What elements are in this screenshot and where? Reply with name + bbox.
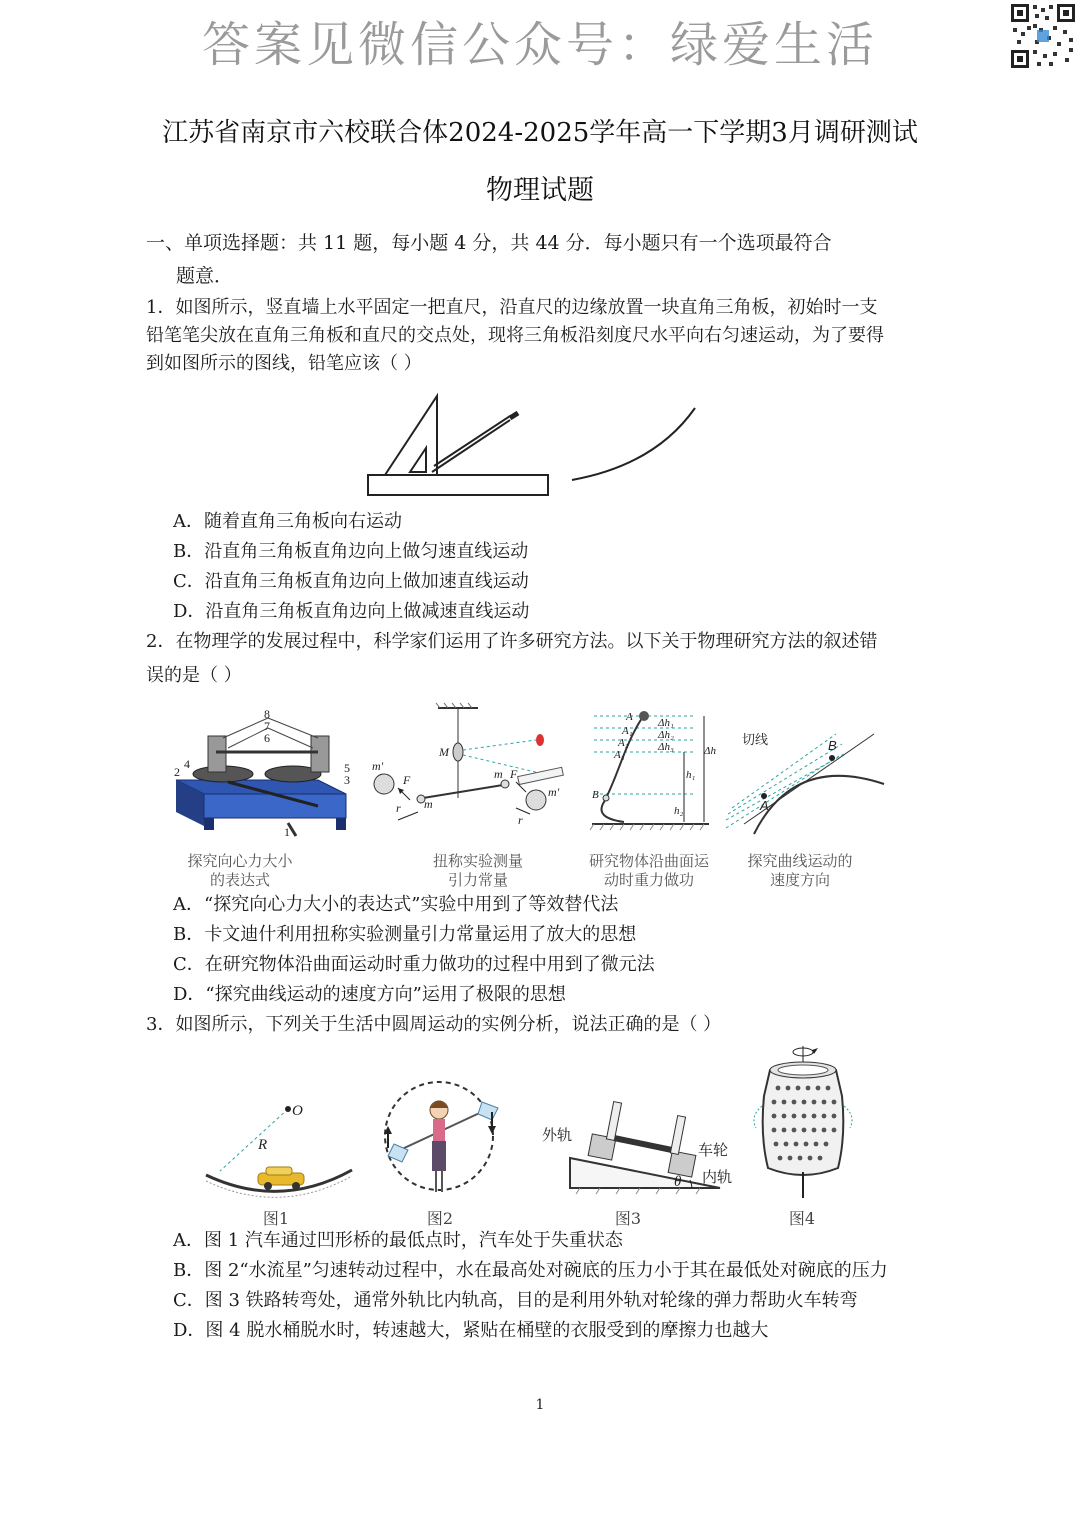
tangent-label: 切线 <box>742 732 769 747</box>
torsion-label-r-right: r <box>518 813 523 827</box>
torsion-label-M: M <box>439 745 449 759</box>
apparatus-label-1: 1 <box>284 825 290 839</box>
q1-option-d: D．沿直角三角板直角边向上做减速直线运动 <box>173 601 530 622</box>
torsion-label-F-left: F <box>403 773 411 787</box>
fig3-label-outer-rail: 外轨 <box>542 1127 573 1144</box>
exam-title: 江苏省南京市六校联合体2024-2025学年高一下学期3月调研测试 <box>162 118 918 148</box>
q1-stem-line2: 铅笔笔尖放在直角三角板和直尺的交点处，现将三角板沿刻度尺水平向右匀速运动，为了要得 <box>146 325 884 346</box>
torsion-label-F-right: F <box>510 767 518 781</box>
curve-label-A3: A₃ <box>614 749 625 761</box>
curve-label-dh1: Δh₁ <box>658 717 674 729</box>
q3-option-d: D．图 4 脱水桶脱水时，转速越大，紧贴在桶壁的衣服受到的摩擦力也越大 <box>173 1320 769 1341</box>
fig1-label-R: R <box>258 1137 268 1153</box>
curve-label-A2: A₂ <box>618 737 629 749</box>
q3-fig1-name: 图1 <box>262 1209 290 1228</box>
torsion-label-r-left: r <box>396 801 401 815</box>
torsion-label-m-prime-left: m' <box>372 759 384 773</box>
q3-fig3-railway-curve <box>540 1098 750 1196</box>
apparatus-label-8: 8 <box>264 707 270 721</box>
q3-fig1-concave-bridge <box>200 1095 360 1200</box>
q2-fig-tangent-lines <box>724 724 889 834</box>
q2-caption-1: 探究向心力大小 的表达式 <box>187 852 293 889</box>
tangent-label-B: B <box>828 738 837 753</box>
apparatus-label-2: 2 <box>174 765 180 779</box>
curve-label-h2: h₂ <box>674 805 684 817</box>
torsion-label-m-left: m <box>424 797 433 811</box>
exam-subtitle: 物理试题 <box>486 175 594 206</box>
q1-option-a: A．随着直角三角板向右运动 <box>173 511 402 532</box>
q1-stem-line3: 到如图所示的图线，铅笔应该（ ） <box>146 353 422 374</box>
apparatus-label-5: 5 <box>344 761 350 775</box>
q2-fig-centripetal-apparatus <box>168 708 358 843</box>
q1-option-c: C．沿直角三角板直角边向上做加速直线运动 <box>173 571 529 592</box>
q3-stem: 3．如图所示，下列关于生活中圆周运动的实例分析，说法正确的是（ ） <box>146 1014 722 1035</box>
q3-fig4-spin-dryer <box>748 1036 858 1202</box>
q1-option-b: B．沿直角三角板直角边向上做匀速直线运动 <box>173 541 529 562</box>
fig3-label-inner-rail: 内轨 <box>702 1169 733 1186</box>
q3-option-a: A．图 1 汽车通过凹形桥的最低点时，汽车处于失重状态 <box>173 1230 623 1251</box>
q1-figure <box>360 380 710 505</box>
q2-caption-2: 扭称实验测量 引力常量 <box>432 852 523 889</box>
q2-fig-curved-surface <box>584 706 714 834</box>
curve-label-dh: Δh <box>704 745 716 757</box>
apparatus-label-7: 7 <box>264 719 270 733</box>
q3-fig4-name: 图4 <box>788 1209 816 1228</box>
q2-option-a: A．“探究向心力大小的表达式”实验中用到了等效替代法 <box>173 894 619 915</box>
pencil-trace-curve <box>572 408 695 480</box>
curve-label-dh2: Δh₂ <box>658 729 674 741</box>
curve-label-A1: A₁ <box>622 725 633 737</box>
q3-fig2-name: 图2 <box>426 1209 454 1228</box>
watermark-banner: 答案见微信公众号：绿爱生活 <box>201 17 878 73</box>
curve-label-dh3: Δh₃ <box>658 741 674 753</box>
q3-fig3-name: 图3 <box>614 1209 642 1228</box>
q2-fig-torsion-balance <box>368 700 573 845</box>
section-header-line1: 一、单项选择题：共 11 题，每小题 4 分，共 44 分．每小题只有一个选项最符合 <box>146 232 832 254</box>
q3-option-c: C．图 3 铁路转弯处，通常外轨比内轨高，目的是利用外轨对轮缘的弹力帮助火车转弯 <box>173 1290 858 1311</box>
q3-fig2-water-meteor <box>382 1072 502 1202</box>
apparatus-label-6: 6 <box>264 731 270 745</box>
apparatus-label-4: 4 <box>184 757 190 771</box>
q1-stem-line1: 1．如图所示，竖直墙上水平固定一把直尺，沿直尺的边缘放置一块直角三角板，初始时一支 <box>146 297 878 318</box>
q2-option-d: D．“探究曲线运动的速度方向”运用了极限的思想 <box>173 984 566 1005</box>
q2-option-c: C．在研究物体沿曲面运动时重力做功的过程中用到了微元法 <box>173 954 655 975</box>
fig1-label-O: O <box>292 1103 303 1119</box>
q2-option-b: B．卡文迪什利用扭称实验测量引力常量运用了放大的思想 <box>173 924 637 945</box>
apparatus-label-3: 3 <box>344 773 350 787</box>
tangent-label-A: A <box>760 798 769 813</box>
qr-code-image <box>1009 2 1077 70</box>
q3-option-b: B．图 2“水流星”匀速转动过程中，水在最高处对碗底的压力小于其在最低处对碗底的压力 <box>173 1260 888 1281</box>
ruler-triangle-pencil-diagram <box>368 396 548 495</box>
curve-label-B: B <box>592 789 599 801</box>
section-header-line2: 题意． <box>176 265 234 287</box>
page-number: 1 <box>535 1397 545 1413</box>
q2-stem-line1: 2．在物理学的发展过程中，科学家们运用了许多研究方法。以下关于物理研究方法的叙述错 <box>146 631 878 652</box>
fig3-label-wheel: 车轮 <box>698 1142 729 1159</box>
torsion-label-m-right: m <box>494 767 503 781</box>
q2-caption-4: 探究曲线运动的 速度方向 <box>747 852 853 889</box>
q2-caption-3: 研究物体沿曲面运 动时重力做功 <box>588 852 709 889</box>
curve-label-A: A <box>626 711 633 723</box>
q2-stem-line2: 误的是（ ） <box>146 665 242 686</box>
fig3-label-theta: θ <box>674 1174 682 1190</box>
curve-label-h1: h₁ <box>686 769 696 781</box>
torsion-label-m-prime-right: m' <box>548 785 560 799</box>
